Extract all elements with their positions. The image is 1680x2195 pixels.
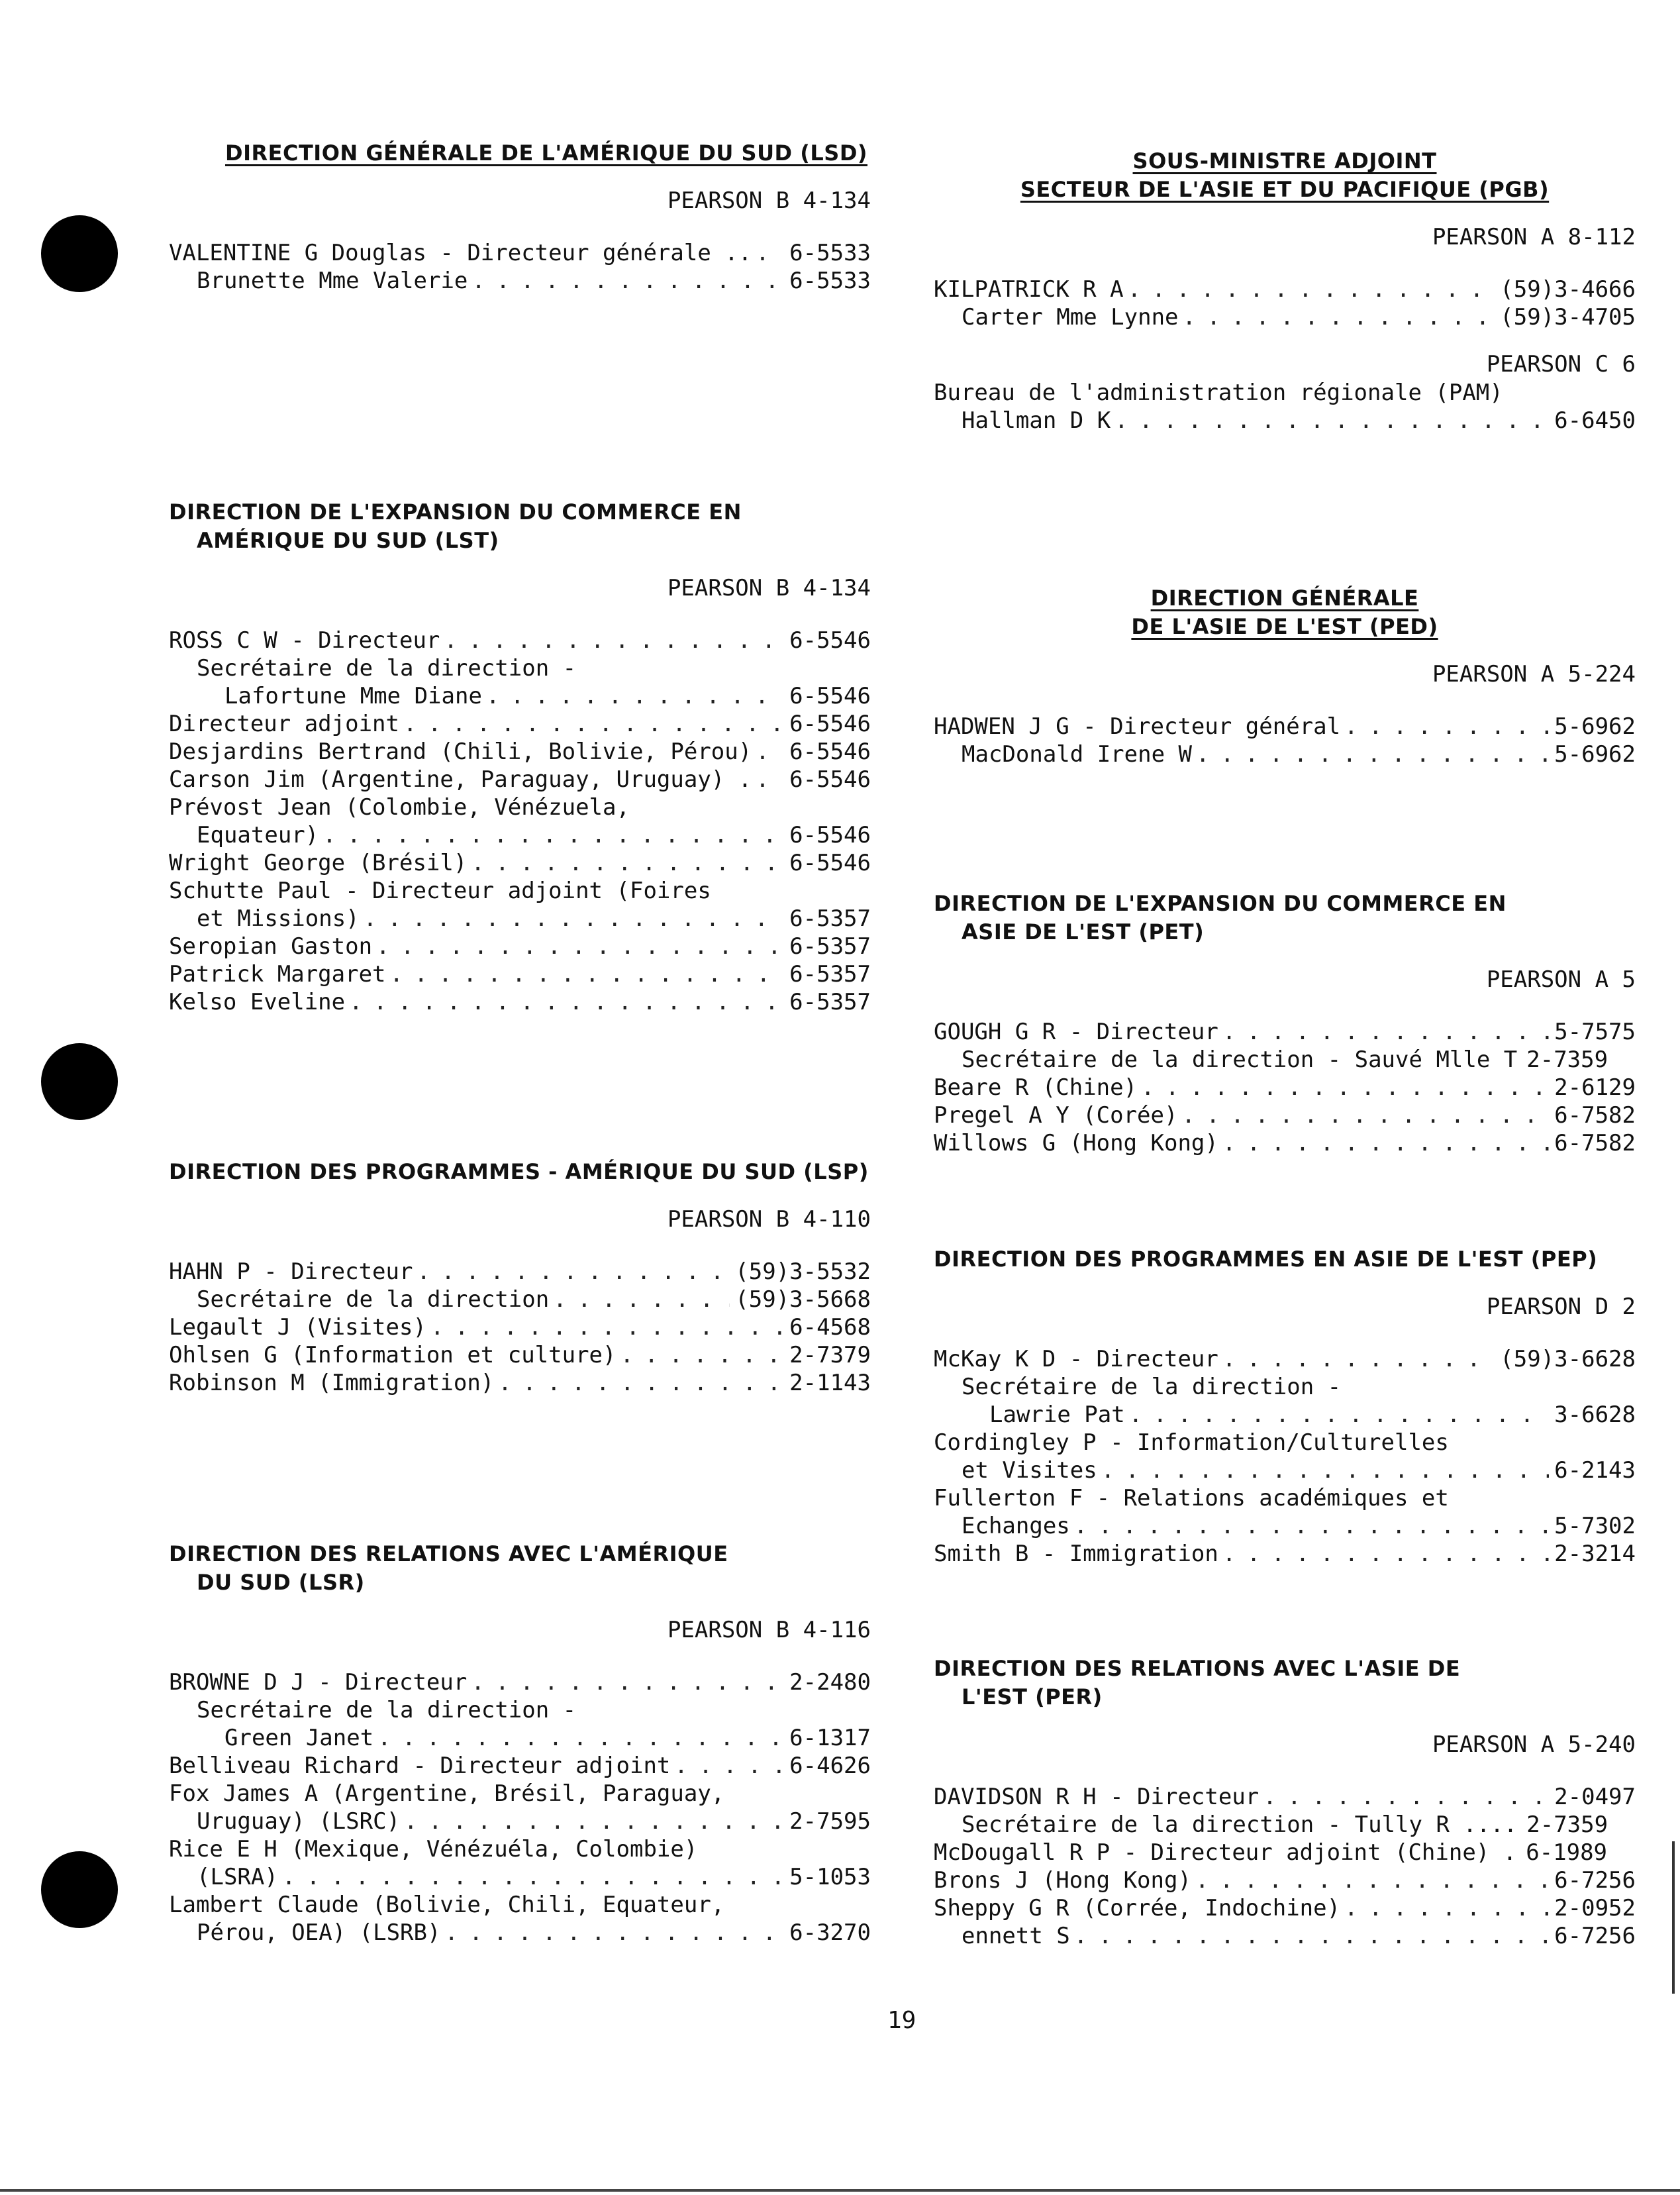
directory-entry: ROSS C W - Directeur . . . 6-5546: [169, 627, 871, 654]
directory-entry: Belliveau Richard - Directeur adjoint . . . 6-4626: [169, 1752, 871, 1780]
section-lsd: [169, 139, 871, 295]
entry-continuation: Schutte Paul - Directeur adjoint (Foires: [169, 878, 711, 904]
entry-continuation: Cordingley P - Information/Culturelles: [934, 1429, 1449, 1456]
punch-hole-middle: [41, 1043, 118, 1120]
section-heading: DIRECTION DES RELATIONS AVEC L'AMÉRIQUE: [169, 1541, 728, 1566]
directory-entry: et Visites . . . 6-2143: [934, 1456, 1636, 1484]
directory-entry: Pérou, OEA) (LSRB) . . . 6-3270: [169, 1919, 871, 1947]
directory-entry: Patrick Margaret . . . 6-5357: [169, 960, 871, 988]
section-per: [934, 1655, 1636, 1950]
directory-entry: McDougall R P - Directeur adjoint (Chine) . 6-1989: [934, 1839, 1608, 1866]
section-heading: DIRECTION DE L'EXPANSION DU COMMERCE EN: [169, 499, 742, 525]
entry-continuation: Fullerton F - Relations académiques et: [934, 1485, 1449, 1511]
directory-entry: Robinson M (Immigration) . . . 2-1143: [169, 1369, 871, 1397]
section-heading: DIRECTION DE L'EXPANSION DU COMMERCE EN: [934, 891, 1507, 916]
directory-entry: Brunette Mme Valerie . . . 6-5533: [169, 267, 871, 295]
directory-entry: Pregel A Y (Corée) . . . 6-7582: [934, 1101, 1636, 1129]
directory-entry: Carson Jim (Argentine, Paraguay, Uruguay) . . . . 6-5546: [169, 766, 871, 793]
directory-entry: Smith B - Immigration . . . 2-3214: [934, 1540, 1636, 1568]
directory-entry: Sheppy G R (Corrée, Indochine) . . . 2-0952: [934, 1894, 1636, 1922]
directory-entry: Wright George (Brésil) . . . 6-5546: [169, 849, 871, 877]
section-ped: [934, 584, 1636, 768]
section-heading: DE L'ASIE DE L'EST (PED): [1131, 614, 1438, 639]
directory-entry: Secrétaire de la direction - Sauvé Mlle T 2-7359: [962, 1046, 1608, 1073]
section-heading: AMÉRIQUE DU SUD (LST): [197, 528, 499, 553]
directory-entry: Carter Mme Lynne . . . (59)3-4705: [934, 303, 1636, 331]
directory-entry: Green Janet . . . 6-1317: [169, 1724, 871, 1752]
section-heading: DIRECTION DES PROGRAMMES EN ASIE DE L'EST (PEP): [934, 1247, 1598, 1272]
directory-entry: KILPATRICK R A . . . (59)3-4666: [934, 276, 1636, 303]
directory-entry: Hallman D K . . . 6-6450: [934, 407, 1636, 434]
section-heading: DIRECTION GÉNÉRALE: [1150, 586, 1419, 611]
section-pep: [934, 1245, 1636, 1568]
entry-continuation: Lambert Claude (Bolivie, Chili, Equateur,: [169, 1892, 725, 1918]
directory-entry: Lawrie Pat . . . 3-6628: [934, 1401, 1636, 1429]
section-heading: SECTEUR DE L'ASIE ET DU PACIFIQUE (PGB): [1020, 177, 1550, 202]
location: PEARSON B 4-116: [667, 1617, 871, 1643]
section-lst: [169, 498, 871, 1016]
directory-entry: ennett S . . . 6-7256: [934, 1922, 1636, 1950]
directory-entry: Seropian Gaston . . . 6-5357: [169, 933, 871, 960]
directory-entry: Echanges . . . 5-7302: [934, 1512, 1636, 1540]
scan-bottom-line: [0, 2189, 1680, 2192]
location: PEARSON C 6: [1486, 351, 1636, 378]
directory-entry: GOUGH G R - Directeur . . . 5-7575: [934, 1018, 1636, 1046]
section-heading: DU SUD (LSR): [197, 1570, 365, 1595]
page-number: 19: [887, 2007, 916, 2034]
directory-entry: Uruguay) (LSRC) . . . 2-7595: [169, 1808, 871, 1835]
location: PEARSON D 2: [1486, 1294, 1636, 1320]
section-heading: DIRECTION GÉNÉRALE DE L'AMÉRIQUE DU SUD (LSD): [225, 140, 867, 166]
directory-entry: Willows G (Hong Kong) . . . 6-7582: [934, 1129, 1636, 1157]
section-heading: L'EST (PER): [962, 1684, 1103, 1710]
directory-entry: DAVIDSON R H - Directeur . . . 2-0497: [934, 1783, 1636, 1811]
directory-entry: (LSRA) . . . 5-1053: [169, 1863, 871, 1891]
section-lsr: [169, 1540, 871, 1947]
directory-entry: Lafortune Mme Diane . . . 6-5546: [169, 682, 871, 710]
location: PEARSON A 5-224: [1432, 661, 1636, 688]
entry-continuation: Secrétaire de la direction -: [197, 655, 577, 682]
entry-continuation: Secrétaire de la direction -: [197, 1697, 577, 1723]
directory-entry: Equateur) . . . 6-5546: [169, 821, 871, 849]
section-heading: SOUS-MINISTRE ADJOINT: [1132, 148, 1437, 174]
section-pet: [934, 890, 1636, 1157]
punch-hole-top: [41, 215, 118, 292]
directory-entry: McKay K D - Directeur . . . (59)3-6628: [934, 1345, 1636, 1373]
section-pgb: [934, 147, 1636, 434]
entry-continuation: Fox James A (Argentine, Brésil, Paraguay,: [169, 1780, 725, 1807]
page-edge-mark: [1672, 1841, 1675, 1994]
entry-continuation: Rice E H (Mexique, Vénézuéla, Colombie): [169, 1836, 698, 1863]
directory-entry: Desjardins Bertrand (Chili, Bolivie, Pérou) . . . 6-5546: [169, 738, 871, 766]
directory-entry: BROWNE D J - Directeur . . . 2-2480: [169, 1668, 871, 1696]
directory-entry: VALENTINE G Douglas - Directeur générale .. . . . 6-5533: [169, 239, 871, 267]
directory-entry: Legault J (Visites) . . . 6-4568: [169, 1313, 871, 1341]
directory-entry: Ohlsen G (Information et culture) . . . 2-7379: [169, 1341, 871, 1369]
section-heading: DIRECTION DES RELATIONS AVEC L'ASIE DE: [934, 1656, 1461, 1681]
location: PEARSON B 4-110: [667, 1206, 871, 1233]
directory-entry: Secrétaire de la direction - Tully R .... 2-7359: [962, 1812, 1608, 1838]
entry-continuation: Bureau de l'administration régionale (PAM): [934, 380, 1503, 406]
directory-entry: MacDonald Irene W . . . 5-6962: [934, 740, 1636, 768]
directory-entry: Directeur adjoint . . . 6-5546: [169, 710, 871, 738]
directory-entry: Beare R (Chine) . . . 2-6129: [934, 1074, 1636, 1101]
directory-entry: Secrétaire de la direction . . . (59)3-5668: [169, 1286, 871, 1313]
directory-entry: HADWEN J G - Directeur général . . . 5-6962: [934, 713, 1636, 740]
section-heading: ASIE DE L'EST (PET): [962, 919, 1205, 944]
entry-continuation: Prévost Jean (Colombie, Vénézuela,: [169, 794, 630, 821]
entry-continuation: Secrétaire de la direction -: [962, 1374, 1342, 1400]
directory-entry: Kelso Eveline . . . 6-5357: [169, 988, 871, 1016]
directory-entry: Brons J (Hong Kong) . . . 6-7256: [934, 1866, 1636, 1894]
punch-hole-bottom: [41, 1851, 118, 1928]
directory-entry: et Missions) . . . 6-5357: [169, 905, 871, 933]
directory-entry: HAHN P - Directeur . . . (59)3-5532: [169, 1258, 871, 1286]
location: PEARSON A 5-240: [1432, 1731, 1636, 1758]
section-heading: DIRECTION DES PROGRAMMES - AMÉRIQUE DU SUD (LSP): [169, 1159, 869, 1184]
location: PEARSON B 4-134: [667, 575, 871, 601]
section-lsp: [169, 1158, 871, 1397]
location: PEARSON A 5: [1486, 966, 1636, 993]
location: PEARSON A 8-112: [1432, 224, 1636, 250]
location: PEARSON B 4-134: [667, 187, 871, 214]
